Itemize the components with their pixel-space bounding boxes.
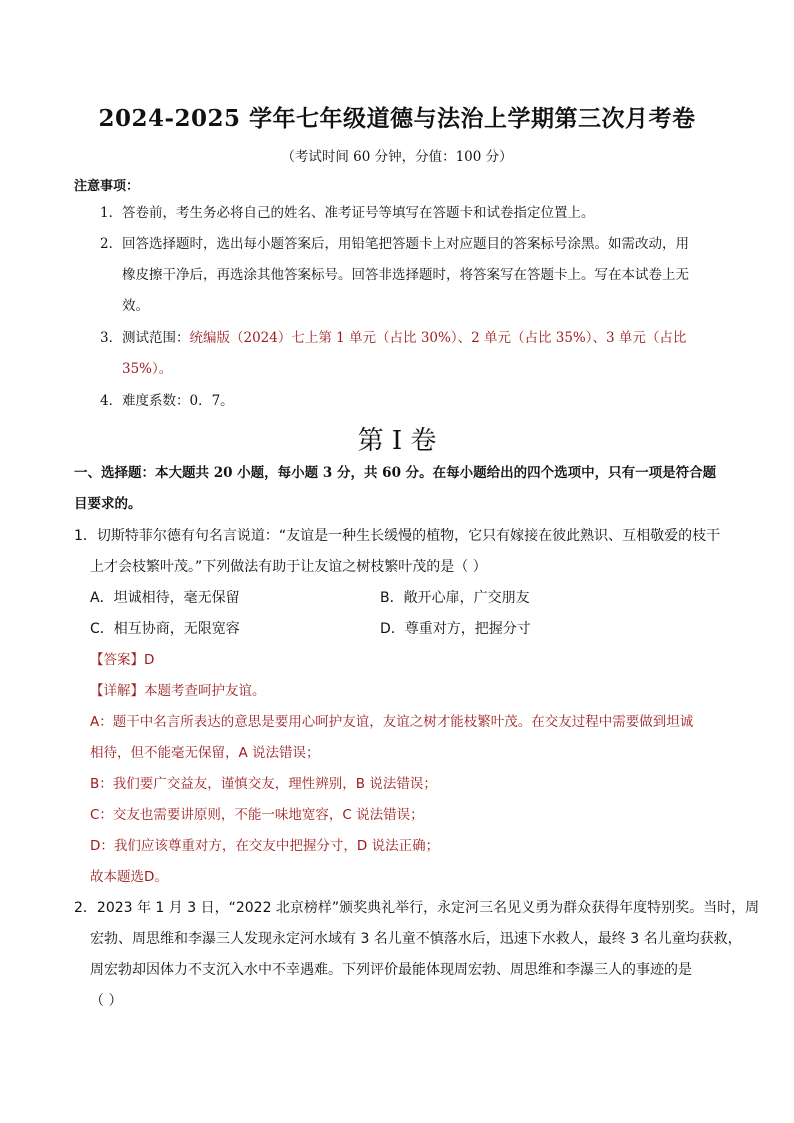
question-line: 周宏勃却因体力不支沉入水中不幸遇难。下列评价最能体现周宏勃、周思维和李瀑三人的事迹的是	[90, 962, 692, 978]
section-line: 目要求的。	[74, 496, 142, 512]
notice-heading: 注意事项：	[74, 179, 140, 194]
option-a: A．坦诚相待，毫无保留	[90, 590, 240, 606]
explanation-line: C：交友也需要讲原则，不能一味地宽容，C 说法错误；	[90, 807, 424, 823]
conclusion-line: 故本题选D。	[90, 869, 168, 885]
option-c: C．相互协商，无限宽容	[90, 621, 240, 637]
answer-line	[90, 645, 730, 676]
exam-subtitle: （考试时间 60 分钟，分值：100 分）	[281, 149, 513, 165]
notice-item-number: 1．	[100, 205, 123, 221]
exam-title: 2024-2025 学年七年级道德与法治上学期第三次月考卷	[98, 105, 696, 132]
question-line: 1．切斯特菲尔德有句名言说道：“友谊是一种生长缓慢的植物，它只有嫁接在彼此熟识、互相敬爱的枝干	[74, 528, 721, 544]
explanation-line: A：题干中名言所表达的意思是要用心呵护友谊，友谊之树才能枝繁叶茂。在交友过程中需要做到坦诚	[90, 714, 694, 730]
explanation-line: B：我们要广交益友，谨慎交友，理性辨别，B 说法错误；	[90, 776, 437, 792]
notice-item-number: 3．	[100, 330, 123, 346]
question-line: 宏勃、周思维和李瀑三人发现永定河水域有 3 名儿童不慎落水后，迅速下水救人，最终 3 名儿童均获救，	[90, 931, 742, 947]
question-line: （ ）	[90, 993, 123, 1009]
explanation-line: D：我们应该尊重对方，在交友中把握分寸，D 说法正确；	[90, 838, 440, 854]
question-line: 上才会枝繁叶茂。”下列做法有助于让友谊之树枝繁叶茂的是（ ）	[90, 559, 487, 575]
notice-item-line: 回答选择题时，选出每小题答案后，用铅笔把答题卡上对应题目的答案标号涂黑。如需改动，用	[122, 236, 689, 252]
notice-item-number: 4．	[100, 393, 123, 409]
notice-item-number: 2．	[100, 236, 123, 252]
detail-line	[90, 676, 730, 707]
notice-item-prefix: 测试范围：	[122, 330, 190, 346]
explanation-block	[90, 707, 730, 893]
notice-item-line: 难度系数：0．7。	[122, 393, 234, 409]
option-b: B．敞开心扉，广交朋友	[380, 590, 530, 606]
notice-item-line: 效。	[122, 298, 149, 314]
notice-item-line: 答卷前，考生务必将自己的姓名、准考证号等填写在答题卡和试卷指定位置上。	[122, 205, 595, 221]
detail-label: 【详解】	[90, 683, 144, 699]
section-line: 一、选择题：本大题共 20 小题，每小题 3 分，共 60 分。在每小题给出的四个选项中，只有一项是符合题	[74, 465, 717, 481]
test-scope-text: 统编版（2024）七上第 1 单元（占比 30%）、2 单元（占比 35%）、3 单元（占比	[189, 330, 687, 346]
option-d: D．尊重对方，把握分寸	[380, 621, 531, 637]
section-instruction	[74, 458, 734, 520]
answer-label: 【答案】	[90, 652, 144, 668]
answer-value: D	[144, 652, 155, 668]
volume-title: 第 I 卷	[357, 426, 437, 456]
question-1-stem	[74, 521, 734, 583]
test-scope-text: 35%）。	[122, 361, 173, 377]
notice-item-line: 橡皮擦干净后，再选涂其他答案标号。回答非选择题时，将答案写在答题卡上。写在本试卷上无	[122, 267, 689, 283]
explanation-line: 相待，但不能毫无保留，A 说法错误；	[90, 745, 320, 761]
question-line: 2．2023 年 1 月 3 日，“2022 北京榜样”颁奖典礼举行，永定河三名见义勇为群众获得年度特别奖。当时，周	[74, 900, 760, 916]
question-2-stem	[74, 893, 760, 1017]
detail-intro: 本题考查呵护友谊。	[144, 683, 266, 699]
